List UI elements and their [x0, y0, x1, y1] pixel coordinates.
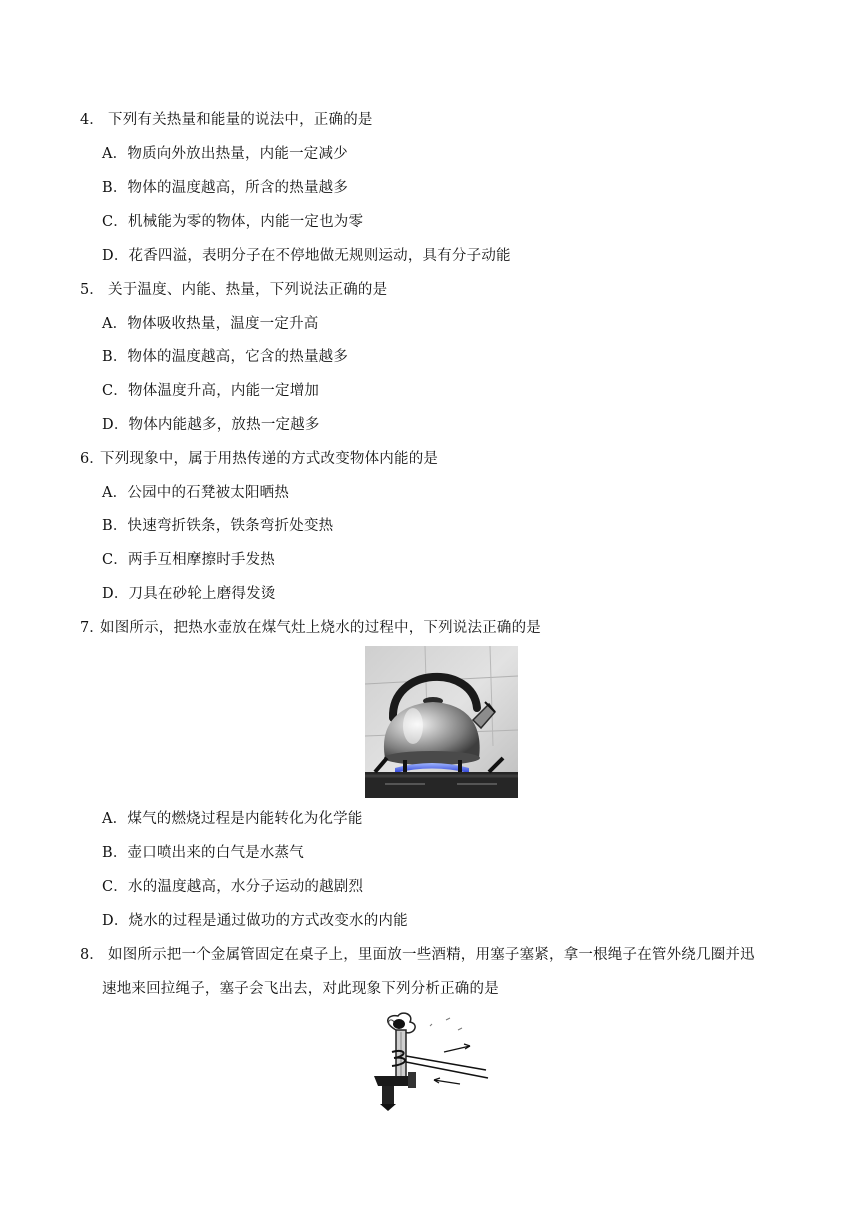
question-5-stem: 关于温度、内能、热量，下列说法正确的是 [108, 282, 388, 298]
question-6-option-c: C．两手互相摩擦时手发热 [102, 552, 275, 568]
question-4-option-d: D．花香四溢，表明分子在不停地做无规则运动，具有分子动能 [102, 248, 511, 264]
question-7-number: 7． [80, 620, 104, 636]
question-4-number: 4． [80, 112, 104, 128]
question-6-option-a: A．公园中的石凳被太阳晒热 [102, 485, 290, 501]
question-6-option-d: D．刀具在砂轮上磨得发烫 [102, 586, 276, 602]
question-8-number: 8． [80, 947, 104, 963]
question-8-stem-line-2: 速地来回拉绳子，塞子会飞出去，对此现象下列分析正确的是 [102, 981, 499, 997]
question-5-option-b: B．物体的温度越高，它含的热量越多 [102, 349, 349, 365]
question-5-number: 5． [80, 282, 104, 298]
question-5-option-c: C．物体温度升高，内能一定增加 [102, 383, 320, 399]
question-6-stem: 下列现象中，属于用热传递的方式改变物体内能的是 [100, 451, 439, 467]
question-7-option-b: B．壶口喷出来的白气是水蒸气 [102, 845, 304, 861]
question-6-option-b: B．快速弯折铁条，铁条弯折处变热 [102, 518, 334, 534]
question-4-option-c: C．机械能为零的物体，内能一定也为零 [102, 214, 364, 230]
question-7-option-c: C．水的温度越高，水分子运动的越剧烈 [102, 879, 364, 895]
question-5-option-a: A．物体吸收热量，温度一定升高 [102, 316, 319, 332]
question-4-option-b: B．物体的温度越高，所含的热量越多 [102, 180, 349, 196]
question-8-stem-line-1: 如图所示把一个金属管固定在桌子上，里面放一些酒精，用塞子塞紧，拿一根绳子在管外绕几圈并迅 [108, 947, 755, 963]
question-6-number: 6． [80, 451, 104, 467]
metal-tube-figure [372, 1012, 494, 1112]
question-7-option-a: A．煤气的燃烧过程是内能转化为化学能 [102, 811, 363, 827]
kettle-photo [365, 646, 518, 798]
question-5-option-d: D．物体内能越多，放热一定越多 [102, 417, 320, 433]
question-4-option-a: A．物质向外放出热量，内能一定减少 [102, 146, 348, 162]
question-7-option-d: D．烧水的过程是通过做功的方式改变水的内能 [102, 913, 408, 929]
question-4-stem: 下列有关热量和能量的说法中，正确的是 [108, 112, 373, 128]
question-7-stem: 如图所示，把热水壶放在煤气灶上烧水的过程中，下列说法正确的是 [100, 620, 541, 636]
